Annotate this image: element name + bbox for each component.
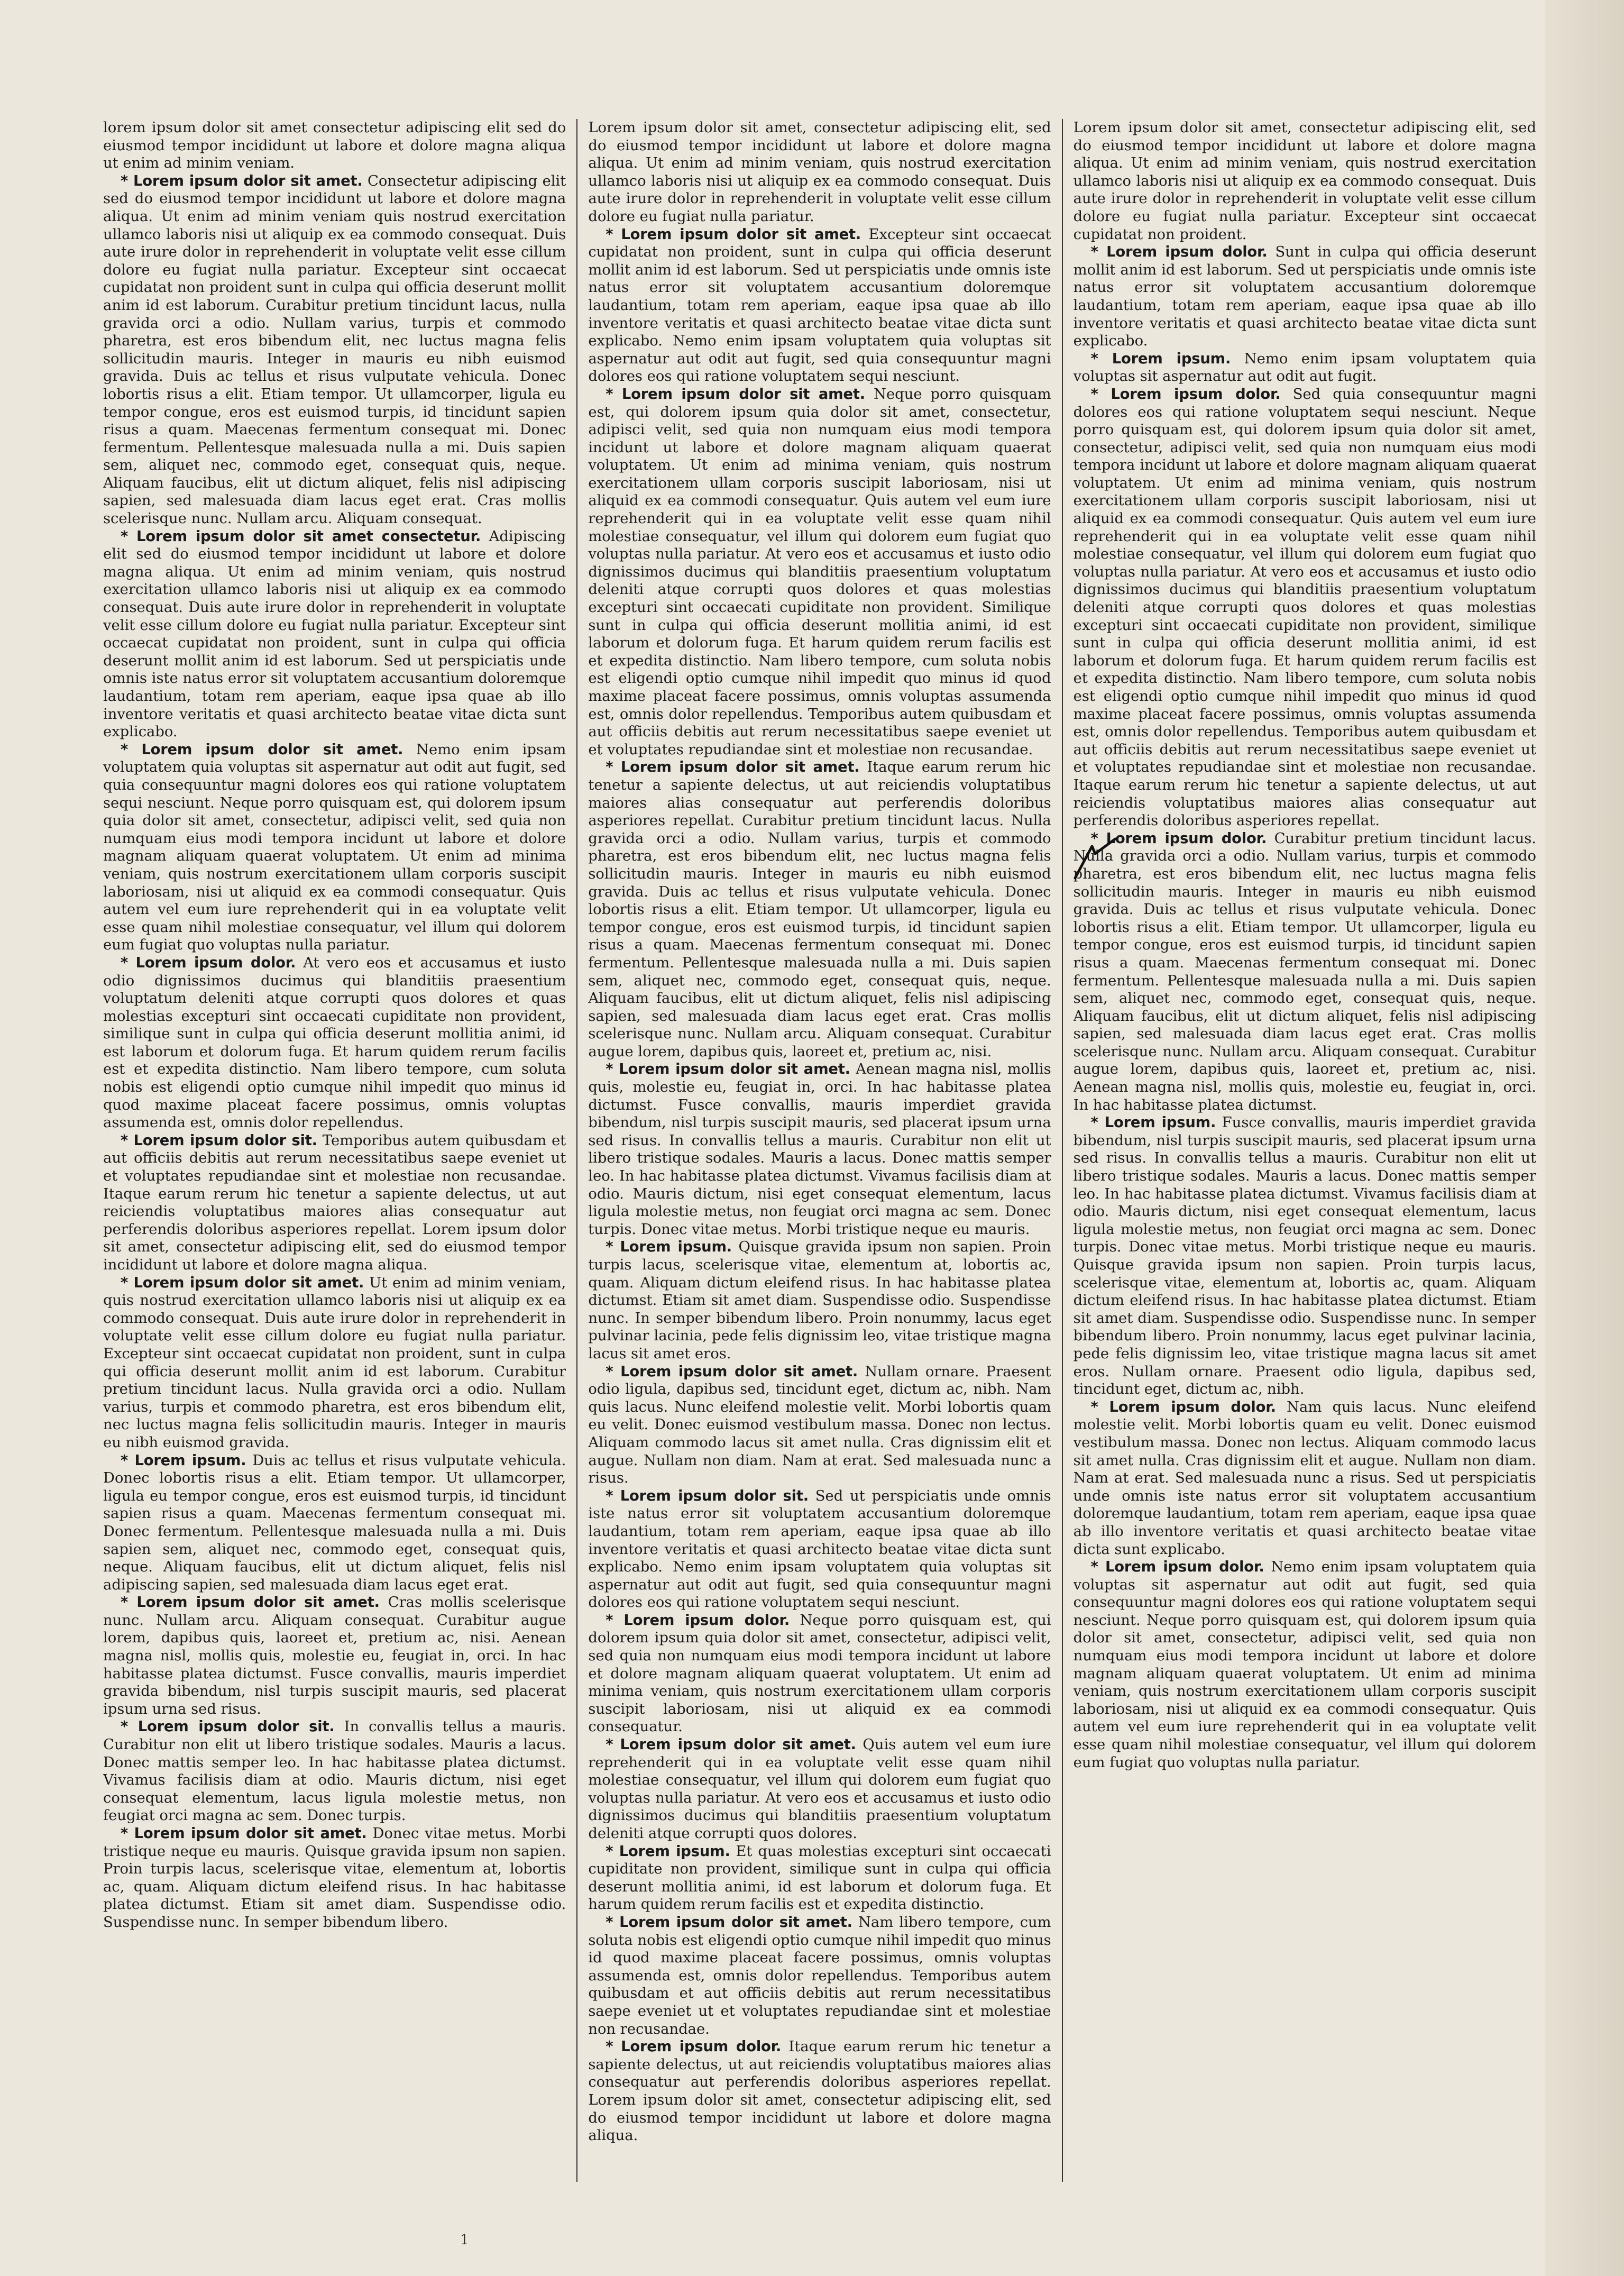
article-heading: * Lorem ipsum dolor sit. [120,1132,317,1149]
article-text: Nemo enim ipsam voluptatem quia voluptas sit aspernatur aut odit aut fugit. [1073,350,1536,385]
article-paragraph [588,1914,1051,2038]
article-paragraph [1074,243,1536,350]
article-paragraph [103,1718,566,1825]
article-text: Nam quis lacus. Nunc eleifend molestie velit. Morbi lobortis quam eu velit. Donec euismod vestibulum massa. Donec non lectus. Aliquam commodo lacus sit amet nulla. Cras dignissim elit et augue. Nullam non diam. Nam at erat. Sed malesuada nunc a risus. Sed ut perspiciatis unde omnis iste natus error sit voluptatem accusantium doloremque laudantium, totam rem aperiam, eaque ipsa quae ab illo inventore veritatis et quasi architecto beatae vitae dicta sunt explicabo. [1073,1398,1536,1558]
article-paragraph [103,1452,566,1594]
article-heading: * Lorem ipsum dolor. [1090,830,1267,847]
article-text: Temporibus autem quibusdam et aut officiis debitis aut rerum necessitatibus saepe eveniet ut et voluptates repudiandae sint et molestiae non recusandae. Itaque earum rerum hic tenetur a sapiente delectus, ut aut reiciendis voluptatibus maiores alias consequatur aut perferendis doloribus asperiores repellat. Lorem ipsum dolor sit amet, consectetur adipiscing elit, sed do eiusmod tempor incididunt ut labore et dolore magna aliqua. [103,1132,566,1273]
article-text: Nemo enim ipsam voluptatem quia voluptas sit aspernatur aut odit aut fugit, sed quia consequuntur magni dolores eos qui ratione voluptatem sequi nesciunt. Neque porro quisquam est, qui dolorem ipsum quia dolor sit amet, consectetur, adipisci velit, sed quia non numquam eius modi tempora incidunt ut labore et dolore magnam aliquam quaerat voluptatem. Ut enim ad minima veniam, quis nostrum exercitationem ullam corporis suscipit laboriosam, nisi ut aliquid ex ea commodi consequatur. Quis autem vel eum iure reprehenderit qui in ea voluptate velit esse quam nihil molestiae consequatur, vel illum qui dolorem eum fugiat quo voluptas nulla pariatur. [103,741,566,954]
article-heading: * Lorem ipsum dolor sit amet. [120,1594,380,1611]
article-text: Itaque earum rerum hic tenetur a sapiente delectus, ut aut reiciendis voluptatibus maiores alias consequatur aut perferendis doloribus asperiores repellat. Lorem ipsum dolor sit amet, consectetur adipiscing elit, sed do eiusmod tempor incididunt ut labore et dolore magna aliqua. [588,2039,1051,2144]
column-2 [588,119,1051,2182]
article-text: Neque porro quisquam est, qui dolorem ipsum quia dolor sit amet, consectetur, adipisci velit, sed quia non numquam eius modi tempora incidunt ut labore et dolore magnam aliquam quaerat voluptatem. Ut enim ad minima veniam, quis nostrum exercitationem ullam corporis suscipit laboriosam, nisi ut aliquid ex ea commodi consequatur. [588,1612,1051,1735]
article-text: Nullam ornare. Praesent odio ligula, dapibus sed, tincidunt eget, dictum ac, nibh. Nam quis lacus. Nunc eleifend molestie velit. Morbi lobortis quam eu velit. Donec euismod vestibulum massa. Donec non lectus. Aliquam commodo lacus sit amet nulla. Cras dignissim elit et augue. Nullam non diam. Nam at erat. Sed malesuada nunc a risus. [588,1363,1051,1487]
article-text: Aenean magna nisl, mollis quis, molestie eu, feugiat in, orci. In hac habitasse platea dictumst. Fusce convallis, mauris imperdiet gravida bibendum, nisl turpis suscipit mauris, sed placerat ipsum urna sed risus. In convallis tellus a mauris. Curabitur non elit ut libero tristique sodales. Mauris a lacus. Donec mattis semper leo. In hac habitasse platea dictumst. Vivamus facilisis diam at odio. Mauris dictum, nisi eget consequat elementum, lacus ligula molestie metus, non feugiat orci magna ac sem. Donec turpis. Donec vitae metus. Morbi tristique neque eu mauris. [588,1061,1051,1238]
article-heading: * Lorem ipsum dolor. [1090,244,1268,261]
article-text: Sed ut perspiciatis unde omnis iste natus error sit voluptatem accusantium doloremque laudantium, totam rem aperiam, eaque ipsa quae ab illo inventore veritatis et quasi architecto beatae vitae dicta sunt explicabo. Nemo enim ipsam voluptatem quia voluptas sit aspernatur aut odit aut fugit, sed quia consequuntur magni dolores eos qui ratione voluptatem sequi nesciunt. [588,1487,1051,1611]
article-heading: * Lorem ipsum. [1090,350,1231,367]
article-heading: * Lorem ipsum. [605,1843,730,1860]
article-heading: * Lorem ipsum dolor sit amet. [605,386,865,403]
article-heading: * Lorem ipsum dolor sit amet. [605,759,860,776]
article-text: Et quas molestias excepturi sint occaecati cupiditate non provident, similique sunt in culpa qui officia deserunt mollitia animi, id est laborum et dolorum fuga. Et harum quidem rerum facilis est et expedita distinctio. [588,1843,1051,1913]
article-paragraph [1074,830,1536,1114]
article-paragraph [1074,1114,1536,1398]
article-heading: * Lorem ipsum dolor. [1090,1559,1264,1576]
column-rule [1062,119,1063,2182]
article-text: Itaque earum rerum hic tenetur a sapiente delectus, ut aut reiciendis voluptatibus maiores alias consequatur aut perferendis doloribus asperiores repellat. Curabitur pretium tincidunt lacus. Nulla gravida orci a odio. Nullam varius, turpis et commodo pharetra, est eros bibendum elit, nec luctus magna felis sollicitudin mauris. Integer in mauris eu nibh euismod gravida. Duis ac tellus et risus vulputate vehicula. Donec lobortis risus a elit. Etiam tempor. Ut ullamcorper, ligula eu tempor congue, eros est euismod turpis, id tincidunt sapien risus a quam. Maecenas fermentum consequat mi. Donec fermentum. Pellentesque malesuada nulla a mi. Duis sapien sem, aliquet nec, commodo eget, consequat quis, neque. Aliquam faucibus, elit ut dictum aliquet, felis nisl adipiscing sapien, sed malesuada diam lacus eget erat. Cras mollis scelerisque nunc. Nullam arcu. Aliquam consequat. Curabitur augue lorem, dapibus quis, laoreet et, pretium ac, nisi. [588,759,1051,1060]
article-text: Cras mollis scelerisque nunc. Nullam arcu. Aliquam consequat. Curabitur augue lorem, dapibus quis, laoreet et, pretium ac, nisi. Aenean magna nisl, mollis quis, molestie eu, feugiat in, orci. In hac habitasse platea dictumst. Fusce convallis, mauris imperdiet gravida bibendum, nisl turpis suscipit mauris, sed placerat ipsum urna sed risus. [103,1594,566,1717]
article-text: Quisque gravida ipsum non sapien. Proin turpis lacus, scelerisque vitae, elementum at, lobortis ac, quam. Aliquam dictum eleifend risus. In hac habitasse platea dictumst. Etiam sit amet diam. Suspendisse odio. Suspendisse nunc. In semper bibendum libero. Proin nonummy, lacus eget pulvinar lacinia, pede felis dignissim leo, vitae tristique magna lacus sit amet eros. [588,1239,1051,1362]
article-paragraph [588,386,1051,758]
article-text: Excepteur sint occaecat cupidatat non proident, sunt in culpa qui officia deserunt mollit anim id est laborum. Sed ut perspiciatis unde omnis iste natus error sit voluptatem accusantium doloremque laudantium, totam rem aperiam, eaque ipsa quae ab illo inventore veritatis et quasi architecto beatae vitae dicta sunt explicabo. Nemo enim ipsam voluptatem quia voluptas sit aspernatur aut odit aut fugit, sed quia consequuntur magni dolores eos qui ratione voluptatem sequi nesciunt. [588,226,1051,385]
article-paragraph [588,1238,1051,1363]
article-text: Donec vitae metus. Morbi tristique neque eu mauris. Quisque gravida ipsum non sapien. Proin turpis lacus, scelerisque vitae, elementum at, lobortis ac, quam. Aliquam dictum eleifend risus. In hac habitasse platea dictumst. Etiam sit amet diam. Suspendisse odio. Suspendisse nunc. In semper bibendum libero. [103,1825,566,1931]
article-paragraph [588,1843,1051,1914]
article-heading: * Lorem ipsum dolor sit amet. [120,172,363,189]
article-text: Curabitur pretium tincidunt lacus. Nulla gravida orci a odio. Nullam varius, turpis et commodo pharetra, est eros bibendum elit, nec luctus magna felis sollicitudin mauris. Integer in mauris eu nibh euismod gravida. Duis ac tellus et risus vulputate vehicula. Donec lobortis risus a elit. Etiam tempor. Ut ullamcorper, ligula eu tempor congue, eros est euismod turpis, id tincidunt sapien risus a quam. Maecenas fermentum consequat mi. Donec fermentum. Pellentesque malesuada nulla a mi. Duis sapien sem, aliquet nec, commodo eget, consequat quis, neque. Aliquam faucibus, elit ut dictum aliquet, felis nisl adipiscing sapien, sed malesuada diam lacus eget erat. Cras mollis scelerisque nunc. Nullam arcu. Aliquam consequat. Curabitur augue lorem, dapibus quis, laoreet et, pretium ac, nisi. Aenean magna nisl, mollis quis, molestie eu, feugiat in, orci. In hac habitasse platea dictumst. [1073,830,1536,1113]
article-paragraph [103,954,566,1132]
article-heading: * Lorem ipsum. [120,1452,246,1469]
column-1 [103,119,566,2182]
article-heading: * Lorem ipsum. [1090,1114,1216,1131]
column-3 [1074,119,1536,2182]
article-heading: * Lorem ipsum dolor sit amet. [605,1736,856,1753]
article-paragraph [1074,1558,1536,1771]
article-paragraph [1074,386,1536,830]
article-text: Adipiscing elit sed do eiusmod tempor incididunt ut labore et dolore magna aliqua. Ut enim ad minim veniam, quis nostrud exercitation ullamco laboris nisi ut aliquip ex ea commodo consequat. Duis aute irure dolor in reprehenderit in voluptate velit esse cillum dolore eu fugiat nulla pariatur. Excepteur sint occaecat cupidatat non proident, sunt in culpa qui officia deserunt mollit anim id est laborum. Sed ut perspiciatis unde omnis iste natus error sit voluptatem accusantium doloremque laudantium, totam rem aperiam, eaque ipsa quae ab illo inventore veritatis et quasi architecto beatae vitae dicta sunt explicabo. [103,528,566,741]
article-text: In convallis tellus a mauris. Curabitur non elit ut libero tristique sodales. Mauris a lacus. Donec mattis semper leo. In hac habitasse platea dictumst. Vivamus facilisis diam at odio. Mauris dictum, nisi eget consequat elementum, lacus ligula molestie metus, non feugiat orci magna ac sem. Donec turpis. [103,1719,566,1824]
article-heading: * Lorem ipsum dolor sit amet. [605,1914,852,1931]
article-paragraph [588,1736,1051,1843]
article-text: Duis ac tellus et risus vulputate vehicula. Donec lobortis risus a elit. Etiam tempor. Ut ullamcorper, ligula eu tempor congue, eros est euismod turpis, id tincidunt sapien risus a quam. Maecenas fermentum consequat mi. Donec fermentum. Pellentesque malesuada nulla a mi. Duis sapien sem, aliquet nec, commodo eget, consequat quis, neque. Aliquam faucibus, elit ut dictum aliquet, felis nisl adipiscing sapien, sed malesuada diam lacus eget erat. [103,1452,566,1593]
article-text: Ut enim ad minim veniam, quis nostrud exercitation ullamco laboris nisi ut aliquip ex ea commodo consequat. Duis aute irure dolor in reprehenderit in voluptate velit esse cillum dolore eu fugiat nulla pariatur. Excepteur sint occaecat cupidatat non proident, sunt in culpa qui officia deserunt mollit anim id est laborum. Curabitur pretium tincidunt lacus. Nulla gravida orci a odio. Nullam varius, turpis et commodo pharetra, est eros bibendum elit, nec luctus magna felis sollicitudin mauris. Integer in mauris eu nibh euismod gravida. [103,1274,566,1451]
article-heading: * Lorem ipsum dolor sit amet. [120,741,403,758]
article-heading: * Lorem ipsum. [605,1239,732,1256]
article-paragraph [103,1132,566,1274]
article-paragraph [1074,350,1536,386]
article-heading: * Lorem ipsum dolor. [605,1612,790,1629]
article-paragraph [588,1487,1051,1612]
article-paragraph [1074,119,1536,243]
article-text: Lorem ipsum dolor sit amet, consectetur adipiscing elit, sed do eiusmod tempor incididunt ut labore et dolore magna aliqua. Ut enim ad minim veniam, quis nostrud exercitation ullamco laboris nisi ut aliquip ex ea commodo consequat. Duis aute irure dolor in reprehenderit in voluptate velit esse cillum dolore eu fugiat nulla pariatur. [588,120,1051,225]
article-text: Consectetur adipiscing elit sed do eiusmod tempor incididunt ut labore et dolore magna aliqua. Ut enim ad minim veniam quis nostrud exercitation ullamco laboris nisi ut aliquip ex ea commodo consequat. Duis aute irure dolor in reprehenderit in voluptate velit esse cillum dolore eu fugiat nulla pariatur. Excepteur sint occaecat cupidatat non proident sunt in culpa qui officia deserunt mollit anim id est laborum. Curabitur pretium tincidunt lacus, nulla gravida orci a odio. Nullam varius, turpis et commodo pharetra, est eros bibendum elit, nec luctus magna felis sollicitudin mauris. Integer in mauris eu nibh euismod gravida. Duis ac tellus et risus vulputate vehicula. Donec lobortis risus a elit. Etiam tempor. Ut ullamcorper, ligula eu tempor congue, eros est euismod turpis, id tincidunt sapien risus a quam. Maecenas fermentum consequat mi. Donec fermentum. Pellentesque malesuada nulla a mi. Duis sapien sem, aliquet nec, commodo eget, consequat quis, neque. Aliquam faucibus, elit ut dictum aliquet, felis nisl adipiscing sapien, sed malesuada diam lacus eget erat. Cras mollis scelerisque nunc. Nullam arcu. Aliquam consequat. [103,172,566,527]
article-paragraph [588,1612,1051,1736]
article-paragraph [588,226,1051,386]
article-heading: * Lorem ipsum dolor sit amet. [605,226,861,243]
article-text: Quis autem vel eum iure reprehenderit qui in ea voluptate velit esse quam nihil molestiae consequatur, vel illum qui dolorem eum fugiat quo voluptas nulla pariatur. At vero eos et accusamus et iusto odio dignissimos ducimus qui blanditiis praesentium voluptatum deleniti atque corrupti quos dolores. [588,1736,1051,1842]
article-paragraph [588,1363,1051,1487]
article-text: Nam libero tempore, cum soluta nobis est eligendi optio cumque nihil impedit quo minus id quod maxime placeat facere possimus, omnis voluptas assumenda est, omnis dolor repellendus. Temporibus autem quibusdam et aut officiis debitis aut rerum necessitatibus saepe eveniet ut et voluptates repudiandae sint et molestiae non recusandae. [588,1914,1051,2037]
article-text: Lorem ipsum dolor sit amet, consectetur adipiscing elit, sed do eiusmod tempor incididunt ut labore et dolore magna aliqua. Ut enim ad minim veniam, quis nostrud exercitation ullamco laboris nisi ut aliquip ex ea commodo consequat. Duis aute irure dolor in reprehenderit in voluptate velit esse cillum dolore eu fugiat nulla pariatur. Excepteur sint occaecat cupidatat non proident. [1073,120,1536,243]
handwritten-pen-mark-icon [1071,836,1118,883]
article-text: Sed quia consequuntur magni dolores eos qui ratione voluptatem sequi nesciunt. Neque porro quisquam est, qui dolorem ipsum quia dolor sit amet, consectetur, adipisci velit, sed quia non numquam eius modi tempora incidunt ut labore et dolore magnam aliquam quaerat voluptatem. Ut enim ad minima veniam, quis nostrum exercitationem ullam corporis suscipit laboriosam, nisi ut aliquid ex ea commodi consequatur. Quis autem vel eum iure reprehenderit qui in ea voluptate velit esse quam nihil molestiae consequatur, vel illum qui dolorem eum fugiat quo voluptas nulla pariatur. At vero eos et accusamus et iusto odio dignissimos ducimus qui blanditiis praesentium voluptatum deleniti atque corrupti quos dolores et quas molestias excepturi sint occaecati cupiditate non provident, similique sunt in culpa qui officia deserunt mollitia animi, id est laborum et dolorum fuga. Et harum quidem rerum facilis est et expedita distinctio. Nam libero tempore, cum soluta nobis est eligendi optio cumque nihil impedit quo minus id quod maxime placeat facere possimus, omnis voluptas assumenda est, omnis dolor repellendus. Temporibus autem quibusdam et aut officiis debitis aut rerum necessitatibus saepe eveniet ut et voluptates repudiandae sint et molestiae non recusandae. Itaque earum rerum hic tenetur a sapiente delectus, ut aut reiciendis voluptatibus maiores alias consequatur aut perferendis doloribus asperiores repellat. [1073,386,1536,829]
article-paragraph [588,758,1051,1061]
article-text: lorem ipsum dolor sit amet consectetur adipiscing elit sed do eiusmod tempor incididunt ut labore et dolore magna aliqua ut enim ad minim veniam. [103,120,566,172]
article-text: Nemo enim ipsam voluptatem quia voluptas sit aspernatur aut odit aut fugit, sed quia consequuntur magni dolores eos qui ratione voluptatem sequi nesciunt. Neque porro quisquam est, qui dolorem ipsum quia dolor sit amet, consectetur, adipisci velit, sed quia non numquam eius modi tempora incidunt ut labore et dolore magnam aliquam quaerat voluptatem. Ut enim ad minima veniam, quis nostrum exercitationem ullam corporis suscipit laboriosam, nisi ut aliquid ex ea commodi consequatur. Quis autem vel eum iure reprehenderit qui in ea voluptate velit esse quam nihil molestiae consequatur, vel illum qui dolorem eum fugiat quo voluptas nulla pariatur. [1073,1559,1536,1771]
article-heading: * Lorem ipsum dolor sit amet consectetur. [120,528,481,545]
article-heading: * Lorem ipsum dolor sit. [605,1487,809,1504]
article-paragraph [103,1825,566,1932]
article-paragraph [103,119,566,172]
article-heading: * Lorem ipsum dolor. [1090,386,1281,403]
article-heading: * Lorem ipsum dolor sit amet. [120,1825,367,1842]
column-rule [576,119,577,2182]
article-text: Neque porro quisquam est, qui dolorem ipsum quia dolor sit amet, consectetur, adipisci velit, sed quia non numquam eius modi tempora incidunt ut labore et dolore magnam aliquam quaerat voluptatem. Ut enim ad minima veniam, quis nostrum exercitationem ullam corporis suscipit laboriosam, nisi ut aliquid ex ea commodi consequatur. Quis autem vel eum iure reprehenderit qui in ea voluptate velit esse quam nihil molestiae consequatur, vel illum qui dolorem eum fugiat quo voluptas nulla pariatur. At vero eos et accusamus et iusto odio dignissimos ducimus qui blanditiis praesentium voluptatum deleniti atque corrupti quos dolores et quas molestias excepturi sint occaecati cupiditate non provident. Similique sunt in culpa qui officia deserunt mollitia animi, id est laborum et dolorum fuga. Et harum quidem rerum facilis est et expedita distinctio. Nam libero tempore, cum soluta nobis est eligendi optio cumque nihil impedit quo minus id quod maxime placeat facere possimus, omnis voluptas assumenda est, omnis dolor repellendus. Temporibus autem quibusdam et aut officiis debitis aut rerum necessitatibus saepe eveniet ut et voluptates repudiandae sint et molestiae non recusandae. [588,386,1051,758]
article-heading: * Lorem ipsum dolor sit. [120,1719,335,1735]
article-paragraph [103,1274,566,1452]
page-mark: 1 [460,2232,469,2248]
article-heading: * Lorem ipsum dolor sit amet. [605,1061,850,1078]
article-paragraph [103,528,566,741]
scan-margin [1545,0,1624,2276]
article-paragraph [588,1061,1051,1238]
article-paragraph [1074,1398,1536,1558]
article-heading: * Lorem ipsum dolor sit amet. [120,1274,364,1291]
article-text: Fusce convallis, mauris imperdiet gravida bibendum, nisl turpis suscipit mauris, sed placerat ipsum urna sed risus. In convallis tellus a mauris. Curabitur non elit ut libero tristique sodales. Mauris a lacus. Donec mattis semper leo. In hac habitasse platea dictumst. Vivamus facilisis diam at odio. Mauris dictum, nisi eget consequat elementum, lacus ligula molestie metus, non feugiat orci magna ac sem. Donec turpis. Donec vitae metus. Morbi tristique neque eu mauris. Quisque gravida ipsum non sapien. Proin turpis lacus, scelerisque vitae, elementum at, lobortis ac, quam. Aliquam dictum eleifend risus. In hac habitasse platea dictumst. Etiam sit amet diam. Suspendisse odio. Suspendisse nunc. In semper bibendum libero. Proin nonummy, lacus eget pulvinar lacinia, pede felis dignissim leo, vitae tristique magna lacus sit amet eros. Nullam ornare. Praesent odio ligula, dapibus sed, tincidunt eget, dictum ac, nibh. [1073,1114,1536,1398]
article-paragraph [103,172,566,528]
article-heading: * Lorem ipsum dolor. [1090,1398,1276,1415]
article-heading: * Lorem ipsum dolor. [120,954,296,971]
newspaper-page [103,119,1536,2198]
article-paragraph [588,119,1051,226]
article-paragraph [103,741,566,954]
article-paragraph [588,2038,1051,2145]
article-heading: * Lorem ipsum dolor sit amet. [605,1363,858,1380]
article-heading: * Lorem ipsum dolor. [605,2039,782,2055]
article-paragraph [103,1594,566,1718]
article-text: Sunt in culpa qui officia deserunt mollit anim id est laborum. Sed ut perspiciatis unde omnis iste natus error sit voluptatem accusantium doloremque laudantium, totam rem aperiam, eaque ipsa quae ab illo inventore veritatis et quasi architecto beatae vitae dicta sunt explicabo. [1073,244,1536,350]
article-text: At vero eos et accusamus et iusto odio dignissimos ducimus qui blanditiis praesentium voluptatum deleniti atque corrupti quos dolores et quas molestias excepturi sint occaecati cupiditate non provident, similique sunt in culpa qui officia deserunt mollitia animi, id est laborum et dolorum fuga. Et harum quidem rerum facilis est et expedita distinctio. Nam libero tempore, cum soluta nobis est eligendi optio cumque nihil impedit quo minus id quod maxime placeat facere possimus, omnis voluptas assumenda est, omnis dolor repellendus. [103,954,566,1131]
